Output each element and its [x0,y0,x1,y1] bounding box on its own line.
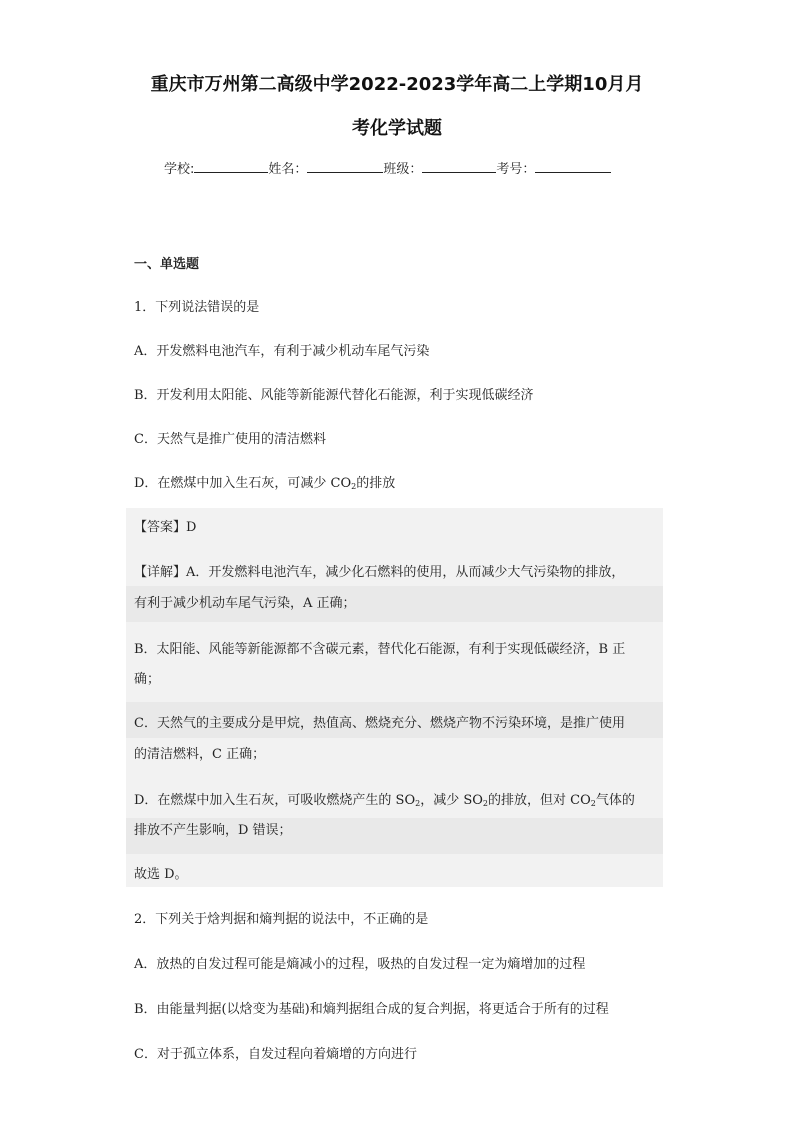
q2-stem: 2．下列关于焓判据和熵判据的说法中，不正确的是 [134,912,429,927]
student-info-row [164,158,611,177]
q1-option-b: B．开发利用太阳能、风能等新能源代替化石能源，利于实现低碳经济 [134,388,534,403]
q1-detail-c-line1: C．天然气的主要成分是甲烷，热值高、燃烧充分、燃烧产物不污染环境，是推广使用 [134,716,625,731]
q1-option-a: A．开发燃料电池汽车，有利于减少机动车尾气污染 [134,344,430,359]
q1-detail-a-line1: 【详解】A．开发燃料电池汽车，减少化石燃料的使用，从而减少大气污染物的排放， [134,565,625,580]
q1-option-d: D．在燃煤中加入生石灰，可减少 $CO_2$的排放 [134,476,396,491]
doc-title-line1: 重庆市万州第二高级中学2022-2023学年高二上学期10月月 [150,74,644,95]
school-blank [194,160,268,173]
q1-stem: 1．下列说法错误的是 [134,300,260,315]
q2-option-c: C．对于孤立体系，自发过程向着熵增的方向进行 [134,1047,417,1062]
q1-conclusion: 故选 D。 [134,867,188,882]
q1-answer: 【答案】D [134,520,197,535]
name-blank [307,160,383,173]
q2-option-a: A．放热的自发过程可能是熵减小的过程，吸热的自发过程一定为熵增加的过程 [134,957,586,972]
school-label: 学校: [164,162,195,177]
section-heading: 一、单选题 [134,257,200,272]
q1-detail-d-line1: D．在燃煤中加入生石灰，可吸收燃烧产生的 $SO_2$，减少 $SO_2$的排放，但对 $CO_2$气体的 [134,793,635,808]
class-blank [422,160,496,173]
q1-detail-a-line2: 有利于减少机动车尾气污染，A 正确； [134,596,356,611]
number-blank [535,160,611,173]
doc-title-line2: 考化学试题 [352,118,442,139]
name-label: 姓名： [268,162,308,177]
q1-detail-b-line2: 确； [134,672,161,687]
q2-option-b: B．由能量判据(以焓变为基础)和熵判据组合成的复合判据，将更适合于所有的过程 [134,1002,609,1017]
class-label: 班级： [383,162,423,177]
q1-detail-c-line2: 的清洁燃料，C 正确； [134,747,266,762]
q1-option-c: C．天然气是推广使用的清洁燃料 [134,432,326,447]
number-label: 考号： [496,162,536,177]
q1-detail-d-line2: 排放不产生影响，D 错误； [134,823,292,838]
q1-detail-b-line1: B．太阳能、风能等新能源都不含碳元素，替代化石能源，有利于实现低碳经济，B 正 [134,642,626,657]
